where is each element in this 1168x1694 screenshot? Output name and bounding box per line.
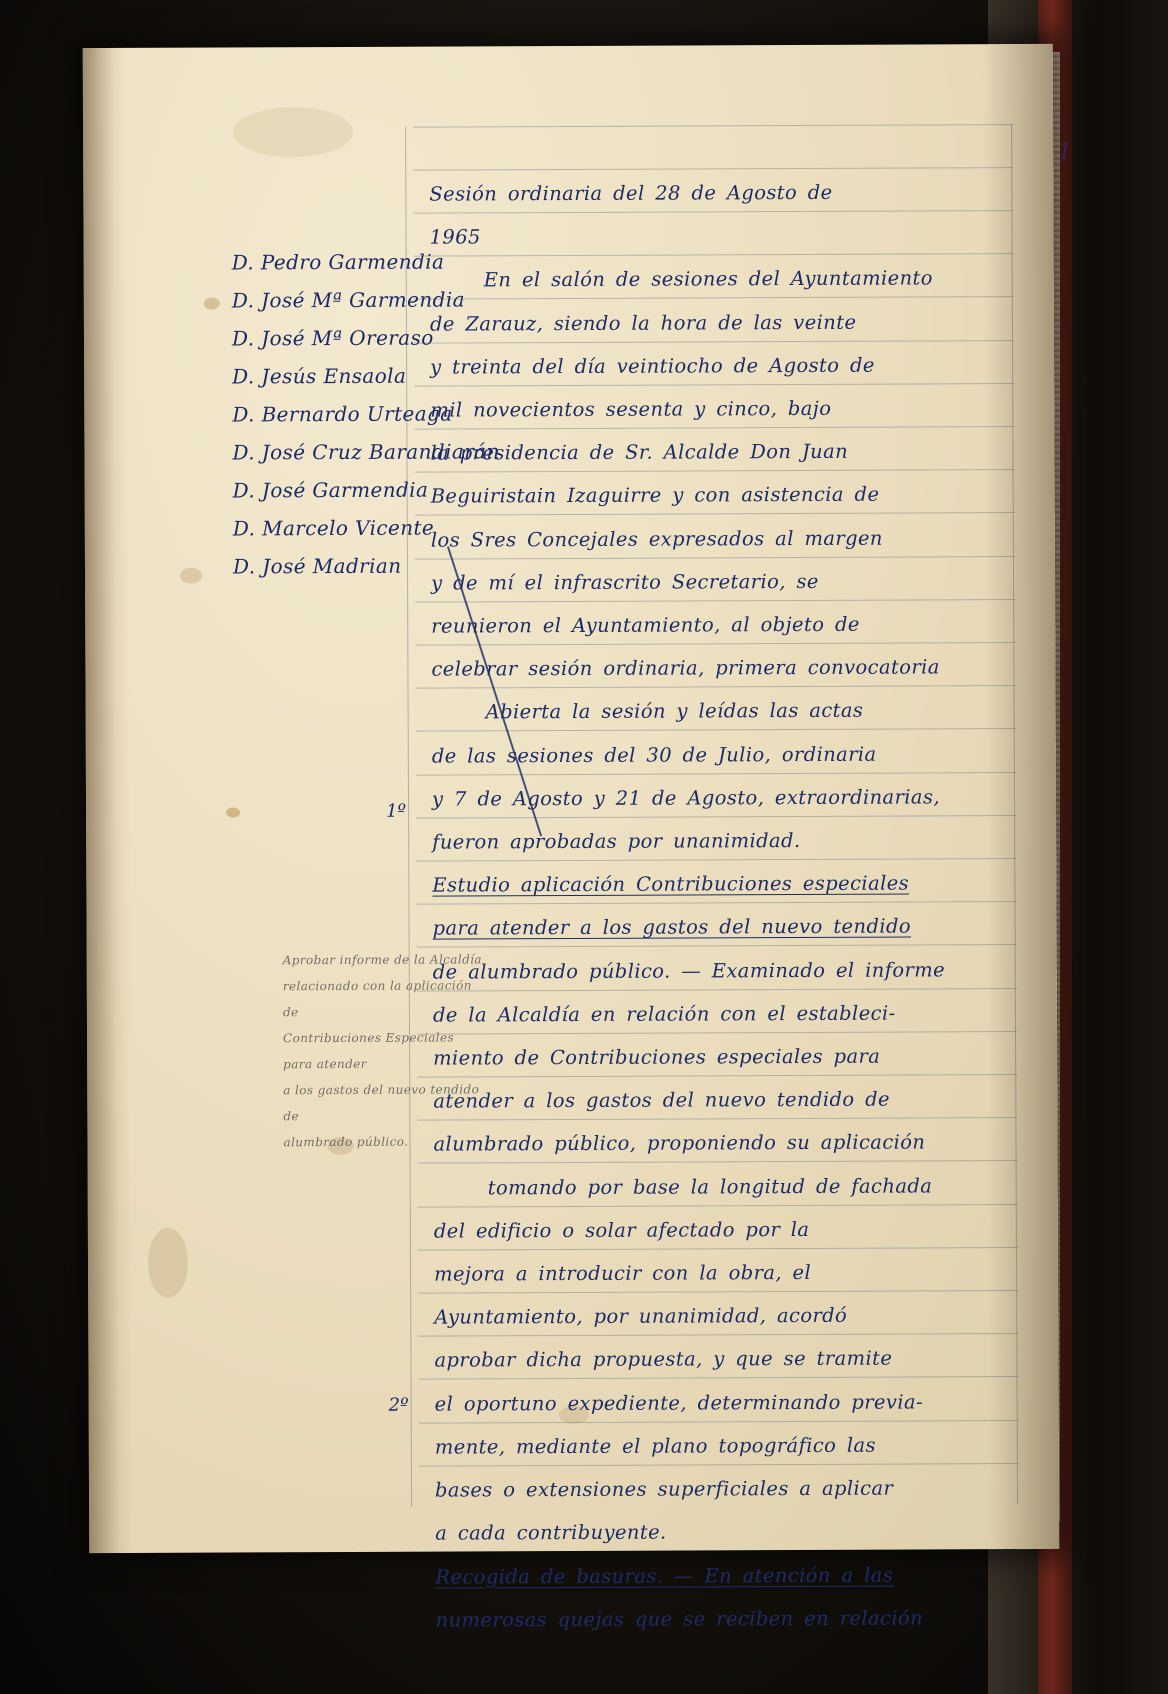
text-line: tomando por base la longitud de fachada — [487, 1174, 933, 1200]
margin-annotation-line: Aprobar informe de la Alcaldía — [282, 952, 482, 968]
text-line: atender a los gastos del nuevo tendido de — [433, 1087, 890, 1113]
text-line: a cada contribuyente. — [435, 1520, 667, 1545]
text-line: bases o extensiones superficiales a aplicar — [434, 1476, 894, 1502]
text-line: de la Alcaldía en relación con el estableci- — [432, 1001, 896, 1027]
text-line: alumbrado público, proponiendo su aplicación — [433, 1130, 926, 1157]
list-item: D. Marcelo Vicente — [232, 515, 435, 541]
text-line: aprobar dicha propuesta, y que se tramite — [434, 1347, 893, 1373]
text-line: Ayuntamiento, por unanimidad, acordó — [434, 1304, 848, 1329]
text-line: fueron aprobadas por unanimidad. — [432, 829, 801, 854]
margin-annotation-line: a los gastos del nuevo tendido de — [283, 1082, 480, 1124]
text-line: numerosas quejas que se reciben en relación — [435, 1606, 924, 1632]
list-item: D. Pedro Garmendia — [231, 249, 445, 275]
minutes-body — [429, 170, 1035, 1642]
margin-annotation-line: Contribuciones Especiales para atender — [283, 1030, 455, 1072]
text-line: 1965 — [429, 225, 481, 249]
paper-stain — [226, 807, 240, 817]
paper-sheet — [83, 44, 1060, 1632]
text-line: de Zarauz, siendo la hora de las veinte — [429, 310, 857, 336]
margin-annotation-line: alumbrado público. — [283, 1134, 409, 1150]
list-item: D. Jesús Ensaola — [232, 363, 407, 389]
paper-stain — [180, 568, 202, 584]
list-item: D. José Garmendia — [232, 477, 429, 503]
text-line: los Sres Concejales expresados al margen — [430, 526, 883, 552]
text-line: Beguiristain Izaguirre y con asistencia de — [430, 483, 880, 509]
text-line: Sesión ordinaria del 28 de Agosto de — [429, 180, 833, 206]
text-line: y de mí el infrascrito Secretario, se — [431, 569, 819, 595]
text-line: celebrar sesión ordinaria, primera convocatoria — [431, 655, 940, 681]
list-item: D. José Mª Garmendia — [231, 287, 466, 313]
text-line: del edificio o solar afectado por la — [433, 1217, 810, 1243]
text-line: Abierta la sesión y leídas las actas — [485, 699, 864, 724]
paper-stain — [204, 298, 220, 310]
text-line: y treinta del día veintiocho de Agosto de — [430, 353, 875, 379]
edge-pen-mark: 1 — [1058, 140, 1072, 165]
right-margin-rule — [1011, 124, 1018, 1504]
text-line: En el salón de sesiones del Ayuntamiento — [483, 266, 933, 292]
paper-stain — [148, 1228, 188, 1298]
margin-annotation-line: relacionado con la aplicación de — [282, 978, 472, 1020]
text-line: mejora a introducir con la obra, el — [434, 1261, 812, 1286]
text-line: la presidencia de Sr. Alcalde Don Juan — [430, 440, 849, 465]
list-item: D. José Cruz Barandiarán — [232, 439, 500, 465]
text-line: de alumbrado público. — Examinado el informe — [432, 958, 946, 984]
text-line: mil novecientos sesenta y cinco, bajo — [430, 396, 832, 422]
text-line: reunieron el Ayuntamiento, al objeto de — [431, 612, 860, 638]
list-item: D. José Madrian — [232, 553, 402, 579]
text-line: Estudio aplicación Contribuciones especiales — [432, 871, 910, 897]
text-line: mente, mediante el plano topográfico las — [434, 1433, 876, 1459]
list-item: D. Bernardo Urteaga — [232, 401, 453, 427]
text-line: para atender a los gastos del nuevo tendido — [432, 914, 912, 941]
item-number: 2º — [388, 1394, 409, 1416]
text-line: de las sesiones del 30 de Julio, ordinaria — [431, 742, 877, 768]
paper-stain — [233, 107, 353, 158]
text-line: Recogida de basuras. — En atención a las — [435, 1563, 894, 1589]
text-line: y 7 de Agosto y 21 de Agosto, extraordinarias, — [431, 785, 940, 811]
text-line: el oportuno expediente, determinando previa- — [434, 1390, 924, 1416]
text-line: miento de Contribuciones especiales para — [433, 1044, 881, 1070]
list-item: D. José Mª Oreraso — [231, 325, 434, 351]
item-number: 1º — [386, 800, 407, 822]
